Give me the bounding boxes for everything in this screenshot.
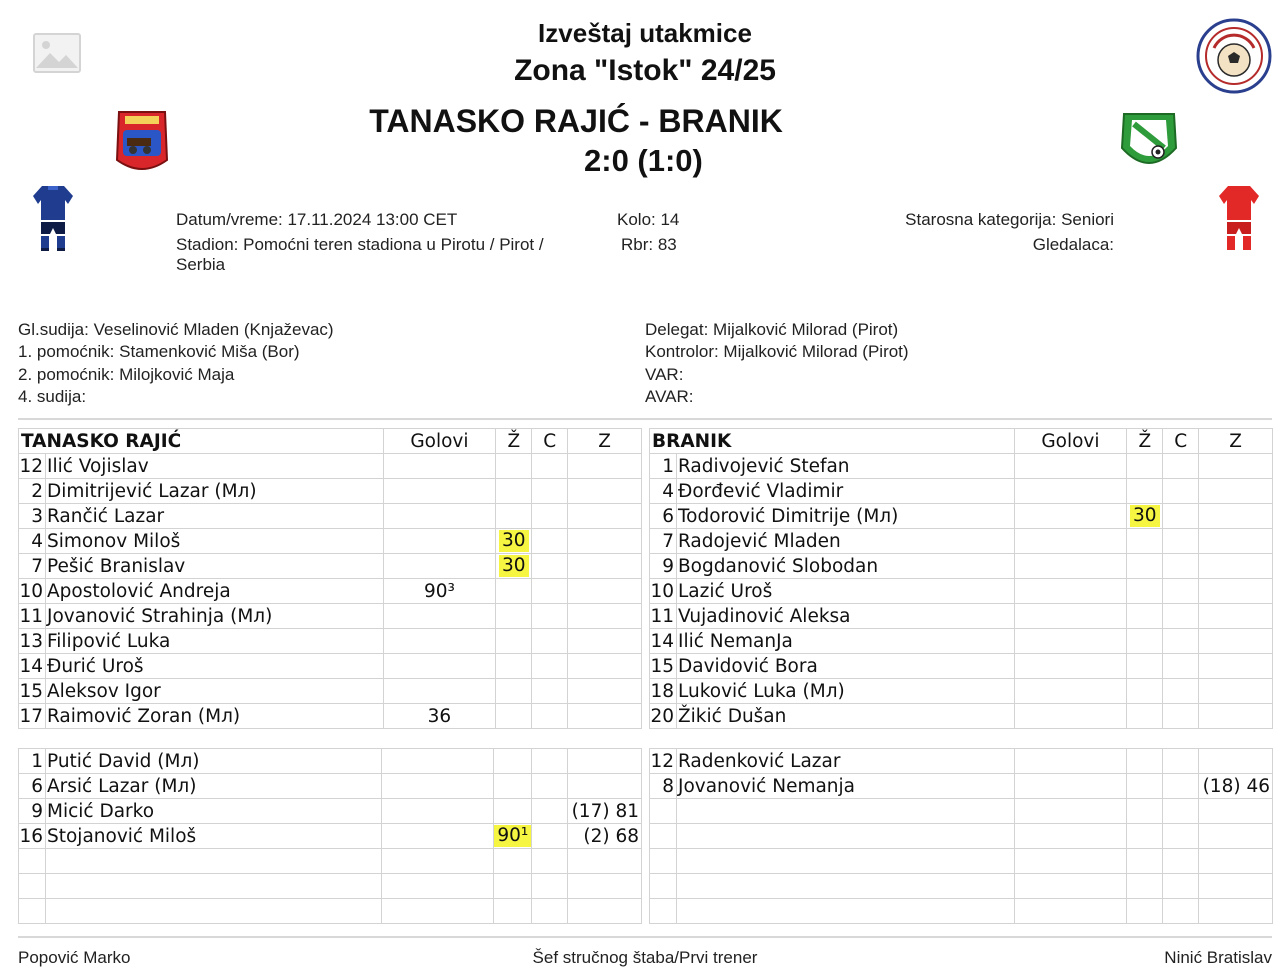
player-number: [19, 874, 46, 899]
player-goals: [1014, 849, 1127, 874]
player-row: [650, 849, 1273, 874]
player-row: [19, 749, 642, 774]
player-row: [19, 454, 642, 479]
player-goals: [1014, 529, 1127, 554]
player-red-card: [532, 604, 568, 629]
player-goals: [1014, 654, 1127, 679]
player-substitution: [568, 454, 642, 479]
player-goals: [1014, 874, 1127, 899]
player-red-card: [532, 504, 568, 529]
player-red-card: [1163, 604, 1199, 629]
player-goals: [1014, 679, 1127, 704]
player-substitution: [568, 529, 642, 554]
player-row: [650, 704, 1273, 729]
match-datetime: Datum/vreme: 17.11.2024 13:00 CET: [176, 210, 458, 229]
player-yellow-card: [496, 579, 532, 604]
player-yellow-card: [494, 799, 532, 824]
player-goals: [382, 774, 494, 799]
player-goals: [1014, 579, 1127, 604]
player-goals: 90³: [383, 579, 496, 604]
player-number: 1: [19, 749, 46, 774]
player-yellow-card: [1127, 824, 1163, 849]
player-substitution: [1199, 504, 1273, 529]
player-goals: [382, 899, 494, 924]
player-red-card: [532, 579, 568, 604]
player-substitution: [568, 749, 642, 774]
player-row: [650, 479, 1273, 504]
player-yellow-card: [1127, 749, 1163, 774]
player-number: 7: [19, 554, 46, 579]
player-substitution: [1199, 679, 1273, 704]
home-kit-icon: [32, 184, 74, 252]
player-name: [676, 799, 1014, 824]
player-row: [19, 849, 642, 874]
player-substitution: [1198, 874, 1272, 899]
player-goals: [383, 479, 496, 504]
age-category: Starosna kategorija: Seniori: [905, 210, 1114, 229]
player-goals: [1014, 454, 1127, 479]
player-name: [45, 874, 381, 899]
player-name: Davidović Bora: [676, 654, 1014, 679]
player-row: [650, 629, 1273, 654]
player-number: 4: [19, 529, 46, 554]
player-row: [650, 604, 1273, 629]
player-yellow-card: [1127, 654, 1163, 679]
player-red-card: [532, 454, 568, 479]
player-goals: [1014, 504, 1127, 529]
player-name: Žikić Dušan: [676, 704, 1014, 729]
player-number: [19, 899, 46, 924]
player-number: 11: [19, 604, 46, 629]
player-name: [676, 899, 1014, 924]
stadium-line1: Stadion: Pomoćni teren stadiona u Pirotu / Pirot /: [176, 235, 544, 254]
player-row: [19, 554, 642, 579]
player-row: [650, 529, 1273, 554]
player-yellow-card: [1127, 454, 1163, 479]
player-goals: 36: [383, 704, 496, 729]
yellow-card-minute: 90¹: [494, 825, 531, 847]
main-referee: Gl.sudija: Veselinović Mladen (Knjaževac): [18, 320, 334, 339]
player-row: [19, 604, 642, 629]
player-red-card: [532, 824, 568, 849]
player-substitution: [1199, 604, 1273, 629]
player-substitution: [1198, 824, 1272, 849]
match-score: 2:0 (1:0): [584, 143, 703, 178]
player-red-card: [532, 629, 568, 654]
player-red-card: [1163, 679, 1199, 704]
player-name: Đurić Uroš: [45, 654, 383, 679]
stadium-line2: Serbia: [176, 255, 226, 274]
player-name: Raimović Zoran (Mл): [45, 704, 383, 729]
player-number: 2: [19, 479, 46, 504]
player-name: Arsić Lazar (Mл): [45, 774, 381, 799]
player-row: [19, 824, 642, 849]
player-row: [19, 579, 642, 604]
player-name: Dimitrijević Lazar (Mл): [45, 479, 383, 504]
yellow-card-column-header: Ž: [1127, 429, 1163, 454]
player-number: 9: [650, 554, 677, 579]
player-goals: [1014, 799, 1127, 824]
player-yellow-card: [494, 749, 532, 774]
player-number: 10: [650, 579, 677, 604]
player-goals: [383, 529, 496, 554]
assistant-referee-2: 2. pomoćnik: Milojković Maja: [18, 365, 235, 384]
player-number: [650, 849, 677, 874]
player-substitution: [1198, 749, 1272, 774]
player-yellow-card: [1127, 849, 1163, 874]
player-row: [19, 774, 642, 799]
player-substitution: [568, 604, 642, 629]
player-yellow-card: [494, 774, 532, 799]
player-yellow-card: [494, 874, 532, 899]
player-yellow-card: [1127, 504, 1163, 529]
player-number: 1: [650, 454, 677, 479]
player-red-card: [1163, 799, 1199, 824]
player-substitution: [1199, 529, 1273, 554]
player-red-card: [1163, 629, 1199, 654]
player-row: [19, 479, 642, 504]
match-teams: TANASKO RAJIĆ - BRANIK: [369, 103, 783, 139]
player-goals: [383, 679, 496, 704]
player-name: Radivojević Stefan: [676, 454, 1014, 479]
player-goals: [383, 629, 496, 654]
player-name: Vujadinović Aleksa: [676, 604, 1014, 629]
player-name: Putić David (Mл): [45, 749, 381, 774]
player-name: Micić Darko: [45, 799, 381, 824]
yellow-card-minute: 30: [1130, 505, 1160, 527]
player-goals: [1014, 899, 1127, 924]
player-goals: [383, 554, 496, 579]
player-red-card: [532, 654, 568, 679]
player-row: [650, 454, 1273, 479]
home-lineup-table: [18, 428, 642, 729]
away-team-header: BRANIK: [650, 429, 1015, 454]
match-number: Rbr: 83: [621, 235, 677, 254]
player-substitution: [568, 874, 642, 899]
player-name: Rančić Lazar: [45, 504, 383, 529]
player-name: [45, 849, 381, 874]
player-substitution: [1199, 454, 1273, 479]
fourth-official: 4. sudija:: [18, 387, 87, 406]
player-substitution: [1199, 629, 1273, 654]
goals-column-header: Golovi: [1014, 429, 1127, 454]
home-coach-name: Popović Marko: [18, 948, 131, 967]
player-name: Stojanović Miloš: [45, 824, 381, 849]
player-goals: [382, 874, 494, 899]
player-yellow-card: [1127, 554, 1163, 579]
player-substitution: [1198, 799, 1272, 824]
player-substitution: [1199, 579, 1273, 604]
player-name: Luković Luka (Mл): [676, 679, 1014, 704]
player-red-card: [1163, 529, 1199, 554]
round: Kolo: 14: [617, 210, 680, 229]
player-red-card: [1163, 874, 1199, 899]
away-substitutes-table: [649, 748, 1273, 924]
player-goals: [382, 849, 494, 874]
player-substitution: [568, 629, 642, 654]
player-goals: [1014, 704, 1127, 729]
player-number: [650, 799, 677, 824]
player-row: [650, 749, 1273, 774]
player-red-card: [1163, 479, 1199, 504]
player-number: 12: [19, 454, 46, 479]
player-goals: [383, 454, 496, 479]
player-row: [650, 679, 1273, 704]
player-substitution: [568, 849, 642, 874]
player-substitution: [568, 899, 642, 924]
player-name: Bogdanović Slobodan: [676, 554, 1014, 579]
player-number: [650, 824, 677, 849]
delegate: Delegat: Mijalković Milorad (Pirot): [645, 320, 899, 339]
player-substitution: [1199, 479, 1273, 504]
player-goals: [1014, 824, 1127, 849]
player-substitution: (17) 81: [568, 799, 642, 824]
away-coach-name: Ninić Bratislav: [1164, 948, 1272, 967]
player-number: 6: [650, 504, 677, 529]
substitution-column-header: Z: [1199, 429, 1273, 454]
player-row: [650, 799, 1273, 824]
player-goals: [1014, 604, 1127, 629]
player-red-card: [532, 554, 568, 579]
player-red-card: [1163, 774, 1199, 799]
player-row: [19, 504, 642, 529]
player-yellow-card: [1127, 774, 1163, 799]
player-name: Filipović Luka: [45, 629, 383, 654]
player-substitution: [568, 654, 642, 679]
player-goals: [1014, 554, 1127, 579]
player-goals: [1014, 749, 1127, 774]
player-row: [19, 654, 642, 679]
spectators: Gledalaca:: [1032, 235, 1114, 254]
player-yellow-card: [1127, 479, 1163, 504]
player-red-card: [532, 799, 568, 824]
player-number: 7: [650, 529, 677, 554]
player-yellow-card: [1127, 579, 1163, 604]
player-number: [650, 899, 677, 924]
player-yellow-card: [496, 629, 532, 654]
player-name: [676, 874, 1014, 899]
player-name: Lazić Uroš: [676, 579, 1014, 604]
player-number: 3: [19, 504, 46, 529]
player-goals: [383, 604, 496, 629]
player-row: [19, 799, 642, 824]
player-yellow-card: [1127, 604, 1163, 629]
yellow-card-minute: 30: [499, 530, 529, 552]
player-yellow-card: [1127, 799, 1163, 824]
player-row: [650, 774, 1273, 799]
goals-column-header: Golovi: [383, 429, 496, 454]
player-name: Ilić NemanJa: [676, 629, 1014, 654]
player-red-card: [1163, 749, 1199, 774]
player-red-card: [1163, 824, 1199, 849]
player-number: 20: [650, 704, 677, 729]
player-yellow-card: [1127, 529, 1163, 554]
player-number: 6: [19, 774, 46, 799]
red-card-column-header: C: [532, 429, 568, 454]
player-substitution: [568, 579, 642, 604]
player-yellow-card: [496, 704, 532, 729]
player-substitution: [568, 504, 642, 529]
player-red-card: [532, 874, 568, 899]
player-number: 8: [650, 774, 677, 799]
player-yellow-card: [496, 454, 532, 479]
player-substitution: [1198, 899, 1272, 924]
player-name: [676, 824, 1014, 849]
player-yellow-card: [496, 679, 532, 704]
player-red-card: [1163, 579, 1199, 604]
player-yellow-card: [494, 899, 532, 924]
player-substitution: [568, 479, 642, 504]
player-name: Ilić Vojislav: [45, 454, 383, 479]
player-number: 15: [19, 679, 46, 704]
player-substitution: [1199, 654, 1273, 679]
player-number: 9: [19, 799, 46, 824]
player-row: [650, 874, 1273, 899]
player-name: Jovanović Nemanja: [676, 774, 1014, 799]
player-substitution: (2) 68: [568, 824, 642, 849]
player-row: [19, 679, 642, 704]
player-red-card: [1163, 899, 1199, 924]
player-number: 12: [650, 749, 677, 774]
red-card-column-header: C: [1163, 429, 1199, 454]
player-yellow-card: [1127, 679, 1163, 704]
player-yellow-card: [496, 654, 532, 679]
player-substitution: [1199, 554, 1273, 579]
player-goals: [1014, 774, 1127, 799]
player-number: 14: [19, 654, 46, 679]
player-yellow-card: [496, 554, 532, 579]
player-name: Todorović Dimitrije (Mл): [676, 504, 1014, 529]
player-number: 11: [650, 604, 677, 629]
player-red-card: [1163, 504, 1199, 529]
player-row: [19, 629, 642, 654]
player-substitution: [1198, 849, 1272, 874]
player-name: Radojević Mladen: [676, 529, 1014, 554]
player-red-card: [532, 704, 568, 729]
player-red-card: [532, 899, 568, 924]
yellow-card-column-header: Ž: [496, 429, 532, 454]
player-row: [19, 704, 642, 729]
player-red-card: [532, 529, 568, 554]
substitution-column-header: Z: [568, 429, 642, 454]
assistant-referee-1: 1. pomoćnik: Stamenković Miša (Bor): [18, 342, 300, 361]
player-red-card: [532, 849, 568, 874]
player-red-card: [532, 479, 568, 504]
player-row: [19, 529, 642, 554]
player-name: Đorđević Vladimir: [676, 479, 1014, 504]
player-substitution: [568, 679, 642, 704]
player-goals: [1014, 479, 1127, 504]
controller: Kontrolor: Mijalković Milorad (Pirot): [645, 342, 909, 361]
player-goals: [1014, 629, 1127, 654]
player-name: [45, 899, 381, 924]
player-yellow-card: [494, 824, 532, 849]
player-red-card: [532, 679, 568, 704]
home-substitutes-table: [18, 748, 642, 924]
player-number: 15: [650, 654, 677, 679]
player-row: [650, 579, 1273, 604]
player-red-card: [1163, 554, 1199, 579]
player-yellow-card: [1127, 704, 1163, 729]
player-goals: [383, 504, 496, 529]
avar-official: AVAR:: [645, 387, 694, 406]
player-name: Jovanović Strahinja (Mл): [45, 604, 383, 629]
player-substitution: [568, 704, 642, 729]
player-red-card: [532, 749, 568, 774]
player-substitution: [568, 554, 642, 579]
competition-title: Zona "Istok" 24/25: [514, 54, 776, 87]
away-lineup-table: [649, 428, 1273, 729]
player-name: [676, 849, 1014, 874]
player-yellow-card: [1127, 629, 1163, 654]
player-number: 10: [19, 579, 46, 604]
player-row: [19, 874, 642, 899]
player-substitution: [568, 774, 642, 799]
player-row: [650, 654, 1273, 679]
player-yellow-card: [496, 604, 532, 629]
player-red-card: [1163, 849, 1199, 874]
player-substitution: [1199, 704, 1273, 729]
player-number: [650, 874, 677, 899]
player-goals: [383, 654, 496, 679]
player-row: [650, 899, 1273, 924]
home-team-header: TANASKO RAJIĆ: [19, 429, 384, 454]
player-red-card: [1163, 704, 1199, 729]
yellow-card-minute: 30: [499, 555, 529, 577]
player-row: [650, 504, 1273, 529]
player-number: 18: [650, 679, 677, 704]
player-name: Pešić Branislav: [45, 554, 383, 579]
player-number: 17: [19, 704, 46, 729]
player-row: [650, 824, 1273, 849]
player-yellow-card: [494, 849, 532, 874]
player-goals: [382, 799, 494, 824]
player-yellow-card: [496, 529, 532, 554]
player-red-card: [1163, 654, 1199, 679]
player-yellow-card: [1127, 899, 1163, 924]
player-red-card: [532, 774, 568, 799]
player-number: [19, 849, 46, 874]
player-name: Aleksov Igor: [45, 679, 383, 704]
player-red-card: [1163, 454, 1199, 479]
player-number: 4: [650, 479, 677, 504]
player-row: [650, 554, 1273, 579]
player-number: 16: [19, 824, 46, 849]
head-coach-label: Šef stručnog štaba/Prvi trener: [532, 948, 758, 967]
player-substitution: (18) 46: [1198, 774, 1272, 799]
player-name: Simonov Miloš: [45, 529, 383, 554]
player-yellow-card: [496, 504, 532, 529]
player-row: [19, 899, 642, 924]
player-name: Apostolović Andreja: [45, 579, 383, 604]
var-official: VAR:: [645, 365, 684, 384]
away-kit-icon: [1218, 184, 1260, 252]
player-name: Radenković Lazar: [676, 749, 1014, 774]
player-goals: [382, 749, 494, 774]
report-title: Izveštaj utakmice: [538, 18, 752, 48]
player-yellow-card: [1127, 874, 1163, 899]
player-yellow-card: [496, 479, 532, 504]
player-goals: [382, 824, 494, 849]
player-number: 13: [19, 629, 46, 654]
player-number: 14: [650, 629, 677, 654]
